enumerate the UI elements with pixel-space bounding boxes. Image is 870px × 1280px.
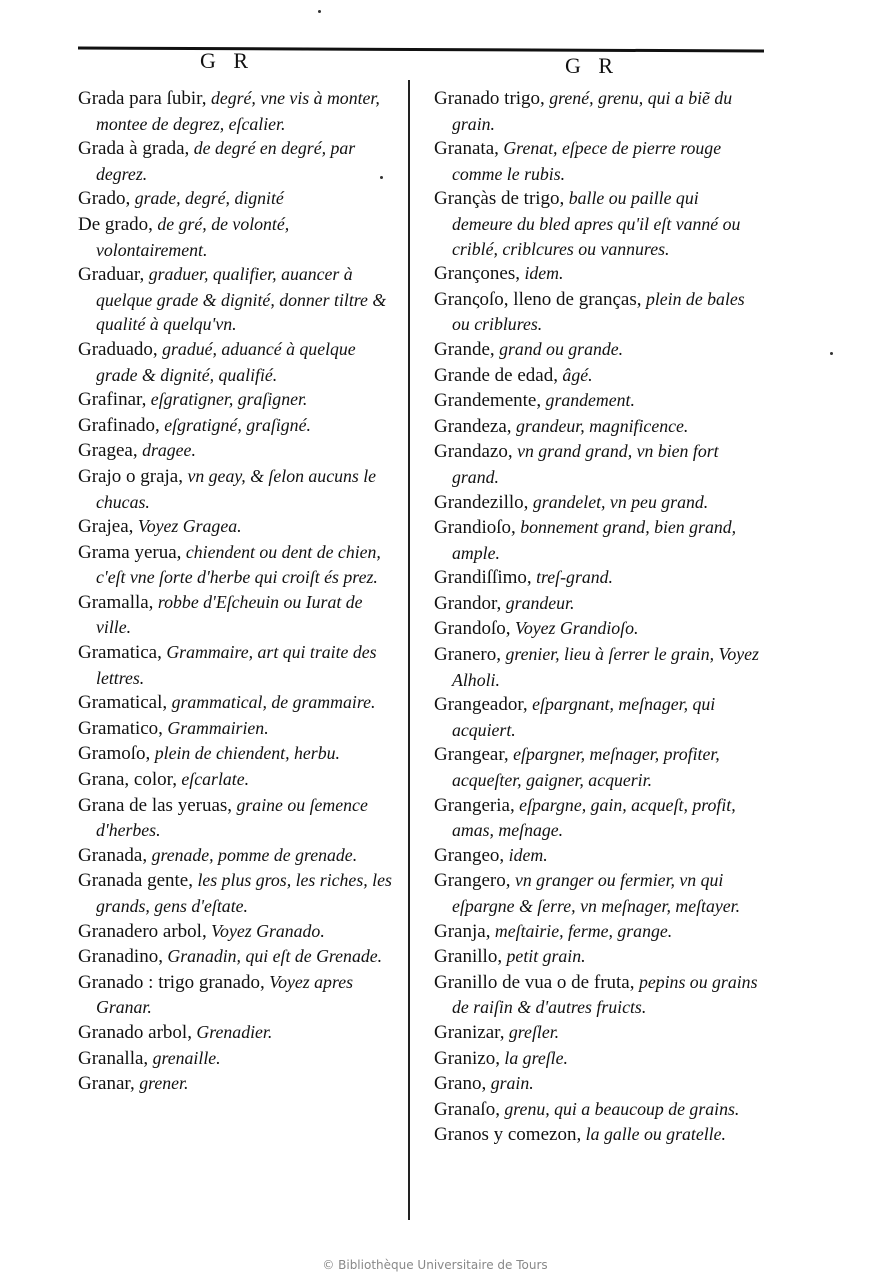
entry-definition: Granadin, qui eſt de Grenade. (167, 946, 383, 967)
column-divider (408, 80, 410, 1220)
entry-definition: Grammairien. (167, 717, 269, 738)
dictionary-entry (78, 464, 400, 514)
entry-definition: grené, grenu, qui a biẽ du grain. (452, 88, 733, 134)
entry-definition: meſtairie, ferme, grange. (494, 920, 673, 941)
dictionary-entry (434, 591, 760, 617)
entry-definition: grandement. (545, 390, 635, 411)
entry-headword: Granja, (434, 920, 491, 942)
library-credit: © Bibliothèque Universitaire de Tours (322, 1258, 548, 1272)
dictionary-entry (434, 414, 760, 440)
entry-definition: les plus gros, les riches, les grands, gens d'eſtate. (96, 870, 392, 916)
dictionary-entry (78, 590, 400, 640)
entry-headword: Grandeza, (434, 415, 512, 437)
entry-headword: Grana, color, (78, 769, 177, 791)
dictionary-entry (78, 767, 400, 793)
dictionary-entry (434, 919, 760, 945)
dictionary-entry (434, 565, 760, 591)
entry-headword: Granado : trigo granado, (78, 971, 265, 993)
entry-headword: Graduar, (78, 264, 145, 286)
entry-definition: eſpargner, meſnager, profiter, acqueſter, gaigner, acquerir. (452, 744, 720, 791)
entry-headword: Grançàs de trigo, (434, 188, 565, 210)
entry-definition: degré, vne vis à monter, montee de degrez, eſcalier. (96, 88, 380, 134)
dictionary-entry (78, 86, 400, 136)
entry-headword: Granςoſo, lleno de granças, (434, 288, 642, 310)
entry-headword: Grangeador, (434, 694, 528, 716)
entry-headword: Grado, (78, 188, 131, 210)
dictionary-entry (434, 86, 760, 136)
entry-definition: Voyez apres Granar. (96, 971, 354, 1018)
dictionary-entry (78, 690, 400, 716)
running-header-right: G R (565, 53, 620, 78)
dictionary-entry (434, 944, 760, 970)
entry-definition: idem. (508, 844, 548, 865)
dictionary-entry (434, 1020, 760, 1046)
entry-headword: Gramalla, (78, 591, 154, 613)
entry-headword: Granada gente, (78, 870, 193, 892)
entry-headword: Grandemente, (434, 390, 542, 412)
dictionary-entry (434, 1071, 760, 1097)
entry-definition: eſgratigné, graſigné. (164, 414, 311, 435)
dictionary-entry (434, 1046, 760, 1072)
entry-definition: grenade, pomme de grenade. (151, 844, 358, 865)
entry-definition: graduer, qualifier, auancer à quelque grade & dignité, donner tiltre & qualité à quelqu'vn. (96, 264, 387, 335)
running-header-left: G R (200, 48, 255, 73)
entry-headword: Granos y comezon, (434, 1124, 582, 1146)
entry-headword: Granero, (434, 644, 501, 666)
entry-headword: Grangero, (434, 870, 511, 892)
entry-definition: plein de chiendent, herbu. (154, 743, 340, 764)
entry-headword: Grafinado, (78, 414, 160, 436)
entry-headword: Gramatico, (78, 717, 163, 739)
entry-headword: Gramatica, (78, 642, 162, 664)
entry-headword: Granillo de vua o de fruta, (434, 971, 635, 993)
entry-definition: vn geay, & ſelon aucuns le chucas. (96, 465, 377, 512)
dictionary-entry (434, 136, 760, 186)
entry-headword: Granar, (78, 1073, 135, 1095)
entry-definition: grammatical, de grammaire. (171, 692, 376, 713)
entry-headword: Granillo, (434, 946, 503, 968)
entry-definition: eſgratigner, graſigner. (150, 389, 308, 410)
dictionary-entry (434, 1122, 760, 1148)
entry-headword: Grangeria, (434, 794, 515, 816)
entry-headword: Granizar, (434, 1021, 505, 1043)
dictionary-entry (434, 843, 760, 869)
dictionary-entry (434, 186, 760, 261)
entry-headword: Grangear, (434, 744, 509, 766)
entry-definition: grenier, lieu à ſerrer le grain, Voyez Alholi. (452, 644, 759, 690)
entry-definition: pepins ou grains de raiſin & d'autres fruicts. (452, 971, 758, 1018)
dictionary-entry (434, 363, 760, 389)
entry-definition: Voyez Grandioſo. (514, 618, 639, 639)
dictionary-entry (78, 413, 400, 439)
entry-definition: dragee. (142, 440, 196, 461)
dictionary-entry (434, 1097, 760, 1123)
entry-headword: Granalla, (78, 1047, 149, 1069)
dictionary-entry (78, 843, 400, 869)
entry-headword: De grado, (78, 213, 153, 235)
entry-headword: Grada para ſubir, (78, 88, 207, 109)
entry-definition: Voyez Granado. (211, 920, 325, 941)
entry-definition: robbe d'Eſcheuin ou Iurat de ville. (96, 591, 363, 638)
dictionary-entry (434, 793, 760, 843)
entry-headword: Grandiſſimo, (434, 567, 532, 589)
dictionary-entry (434, 692, 760, 742)
entry-definition: plein de bales ou criblures. (452, 288, 745, 335)
entry-definition: la greſle. (504, 1047, 568, 1068)
entry-definition: eſpargne, gain, acqueſt, profit, amas, meſnage. (452, 794, 736, 841)
entry-headword: Grangeo, (434, 844, 505, 866)
dictionary-entry (78, 793, 400, 843)
entry-headword: Gragea, (78, 440, 138, 462)
entry-headword: Gramatical, (78, 692, 168, 714)
entry-definition: de degré en degré, par degrez. (96, 138, 356, 184)
dictionary-entry (78, 741, 400, 767)
entry-definition: grenu, qui a beaucoup de grains. (504, 1098, 740, 1119)
dictionary-entry (78, 1046, 400, 1072)
entry-definition: eſpargnant, meſnager, qui acquiert. (452, 694, 716, 740)
entry-headword: Granado arbol, (78, 1021, 192, 1043)
entry-headword: Grandoſo, (434, 618, 511, 640)
left-column (78, 86, 400, 1097)
entry-definition: grandelet, vn peu grand. (532, 491, 709, 512)
entry-headword: Grada à grada, (78, 138, 190, 160)
entry-definition: grain. (490, 1073, 534, 1094)
entry-definition: balle ou paille qui demeure du bled apres qu'il eſt vanné ou criblé, criblcures ou vannures. (452, 188, 741, 259)
dictionary-entry (78, 514, 400, 540)
entry-headword: Grano, (434, 1073, 487, 1095)
entry-definition: grenaille. (152, 1047, 221, 1068)
entry-definition: vn grand grand, vn bien fort grand. (452, 441, 719, 487)
entry-headword: Grandazo, (434, 441, 513, 463)
dictionary-entry (78, 136, 400, 186)
entry-definition: chiendent ou dent de chien, c'eſt vne ſorte d'herbe qui croiſt és prez. (96, 541, 381, 588)
entry-headword: Granada, (78, 844, 148, 866)
dictionary-entry (78, 868, 400, 918)
ink-speck (380, 176, 383, 179)
dictionary-entry (78, 1071, 400, 1097)
entry-definition: la galle ou gratelle. (585, 1124, 726, 1145)
dictionary-entry (434, 868, 760, 918)
ink-speck (830, 352, 833, 355)
dictionary-entry (78, 919, 400, 945)
entry-definition: gradué, aduancé à quelque grade & dignité, qualifié. (96, 338, 356, 385)
dictionary-entry (78, 387, 400, 413)
header-rule (78, 47, 764, 53)
dictionary-entry (78, 1020, 400, 1046)
entry-headword: Grama yerua, (78, 541, 182, 563)
entry-headword: Grafinar, (78, 389, 147, 411)
entry-definition: Grenat, eſpece de pierre rouge comme le rubis. (452, 138, 722, 184)
dictionary-entry (434, 970, 760, 1020)
dictionary-entry (78, 438, 400, 464)
entry-definition: vn granger ou fermier, vn qui eſpargne & ſerre, vn meſnager, meſtayer. (452, 870, 741, 916)
dictionary-entry (434, 490, 760, 516)
dictionary-entry (434, 261, 760, 287)
entry-headword: Granizo, (434, 1047, 500, 1069)
dictionary-entry (434, 388, 760, 414)
dictionary-entry (434, 439, 760, 489)
right-column (434, 86, 760, 1148)
dictionary-entry (434, 515, 760, 565)
entry-headword: Grandezillo, (434, 491, 529, 513)
entry-headword: Grande, (434, 338, 495, 360)
ink-speck (318, 10, 321, 13)
entry-definition: petit grain. (506, 946, 586, 967)
dictionary-entry (434, 642, 760, 692)
dictionary-entry (78, 540, 400, 590)
entry-definition: Voyez Gragea. (137, 516, 242, 537)
entry-headword: Grande de edad, (434, 364, 558, 386)
dictionary-entry (78, 337, 400, 387)
dictionary-entry (78, 212, 400, 262)
entry-headword: Grandioſo, (434, 517, 516, 539)
entry-definition: graine ou ſemence d'herbes. (96, 794, 368, 841)
dictionary-entry (78, 640, 400, 690)
entry-definition: grade, degré, dignité (134, 188, 284, 209)
dictionary-entry (78, 944, 400, 970)
dictionary-entry (78, 186, 400, 212)
entry-definition: grandeur, magnificence. (515, 415, 689, 436)
entry-headword: Graduado, (78, 338, 158, 360)
entry-definition: greſler. (508, 1021, 560, 1042)
entry-headword: Grajea, (78, 516, 134, 538)
entry-headword: Grandor, (434, 592, 502, 614)
entry-headword: Grançones, (434, 263, 520, 285)
entry-headword: Grana de las yeruas, (78, 794, 233, 816)
entry-headword: Granata, (434, 138, 499, 160)
entry-headword: Granadino, (78, 946, 163, 968)
entry-definition: grener. (139, 1073, 189, 1094)
entry-definition: eſcarlate. (181, 769, 250, 790)
dictionary-entry (78, 970, 400, 1020)
entry-definition: grand ou grande. (499, 338, 624, 359)
entry-definition: idem. (524, 263, 564, 284)
entry-headword: Granadero arbol, (78, 920, 207, 942)
entry-definition: de gré, de volonté, volontairement. (96, 213, 290, 260)
entry-headword: Granado trigo, (434, 88, 545, 109)
dictionary-entry (434, 742, 760, 792)
entry-definition: Grammaire, art qui traite des lettres. (96, 642, 377, 688)
dictionary-entry (434, 287, 760, 337)
entry-definition: treſ-grand. (536, 567, 613, 588)
entry-definition: grandeur. (505, 592, 575, 613)
entry-headword: Grajo o graja, (78, 465, 183, 487)
entry-definition: Grenadier. (196, 1021, 273, 1042)
entry-definition: bonnement grand, bien grand, ample. (452, 517, 737, 563)
dictionary-entry (78, 716, 400, 742)
entry-headword: Gramoſo, (78, 743, 151, 765)
dictionary-entry (434, 616, 760, 642)
entry-headword: Granaſo, (434, 1098, 500, 1120)
dictionary-entry (78, 262, 400, 337)
entry-definition: âgé. (562, 364, 593, 385)
dictionary-entry (434, 337, 760, 363)
